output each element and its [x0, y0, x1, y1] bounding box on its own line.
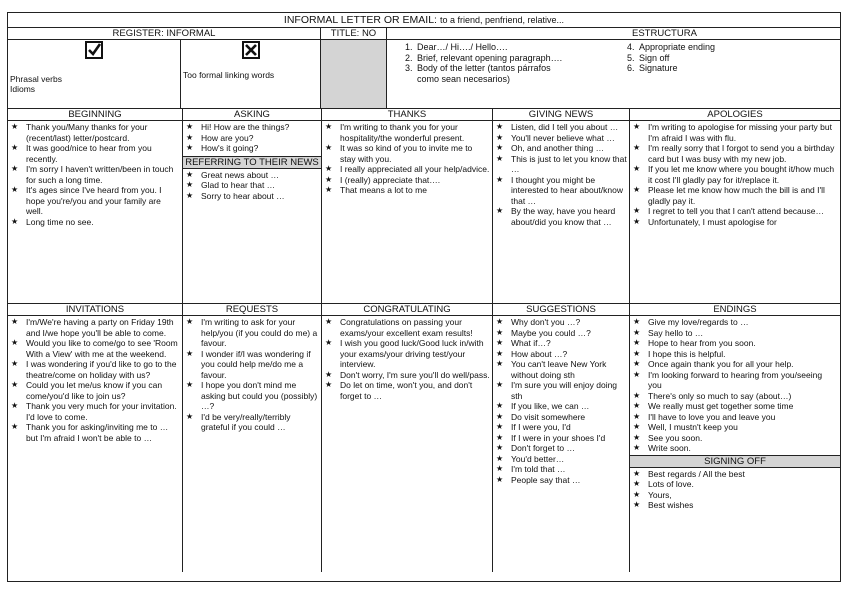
giving-news-column — [493, 109, 630, 303]
star-bullet-icon: ★ — [633, 317, 641, 326]
star-bullet-icon: ★ — [186, 122, 194, 131]
phrase-text: I hope you don't mind me asking but could you (possibly) …? — [201, 380, 318, 411]
apologies-list — [630, 121, 840, 227]
thanks-heading: THANKS — [322, 109, 492, 121]
phrase-text: I'm told that … — [511, 464, 566, 474]
star-bullet-icon: ★ — [496, 122, 504, 131]
phrase-item — [10, 338, 180, 359]
giving-news-list — [493, 121, 629, 227]
phrase-text: If you like, we can … — [511, 401, 590, 411]
star-bullet-icon: ★ — [496, 432, 504, 442]
phrase-item — [185, 412, 319, 433]
phrase-text: I'm/We're having a party on Friday 19th and I/we hope you'll be able to come. — [26, 317, 174, 338]
phrase-item — [185, 317, 319, 349]
phrase-item — [632, 206, 838, 217]
beginning-column — [8, 109, 183, 303]
star-bullet-icon: ★ — [186, 348, 194, 358]
star-bullet-icon: ★ — [633, 468, 641, 478]
invitations-list — [8, 316, 182, 443]
phrase-item — [632, 433, 838, 444]
beginning-heading: BEGINNING — [8, 109, 182, 121]
phrase-text: There's only so much to say (about…) — [648, 390, 792, 401]
phrase-text: How's it going? — [201, 143, 259, 153]
apologies-heading: APOLOGIES — [630, 109, 840, 121]
star-bullet-icon: ★ — [496, 317, 504, 326]
phrase-item — [10, 401, 180, 422]
star-bullet-icon: ★ — [496, 132, 504, 142]
star-bullet-icon: ★ — [633, 489, 641, 499]
phrase-text: How are you? — [201, 132, 254, 143]
phrase-item — [632, 500, 838, 511]
phrase-text: Best wishes — [648, 500, 694, 510]
phrase-text: Lots of love. — [648, 479, 694, 489]
phrase-item — [632, 349, 838, 360]
phrase-text: How about …? — [511, 348, 568, 359]
phrase-text: I'm really sorry that I forgot to send you a birthday card but I was busy with my new job. — [648, 143, 835, 164]
star-bullet-icon: ★ — [325, 174, 333, 184]
phrase-text: I'm sorry I haven't written/been in touch for such a long time. — [26, 164, 174, 185]
phrase-text: People say that … — [511, 474, 581, 485]
sheet-subtitle: to a friend, penfriend, relative... — [439, 15, 565, 25]
yes-note-2: Idioms — [10, 84, 36, 94]
star-bullet-icon: ★ — [496, 380, 504, 389]
register-heading: REGISTER: INFORMAL — [8, 28, 320, 40]
structure-cell — [387, 28, 840, 108]
section-a — [8, 109, 840, 304]
phrase-item — [495, 317, 627, 328]
asking-heading: ASKING — [183, 109, 321, 121]
star-bullet-icon: ★ — [496, 174, 504, 184]
phrase-text: I thought you might be interested to hear about/know that … — [511, 174, 623, 206]
phrase-text: I'm looking forward to hearing from you/seeing you — [648, 369, 823, 390]
star-bullet-icon: ★ — [11, 380, 19, 389]
phrase-text: Best regards / All the best — [648, 468, 745, 479]
phrase-item — [632, 370, 838, 391]
phrase-text: It's ages since I've heard from you. I hope you're/you and your family are well. — [26, 185, 162, 216]
star-bullet-icon: ★ — [325, 380, 333, 389]
requests-heading: REQUESTS — [183, 304, 321, 316]
phrase-text: Don't worry, I'm sure you'll do well/pass. — [340, 369, 490, 380]
phrase-item — [324, 122, 490, 143]
phrase-text: You'd better… — [511, 453, 565, 464]
thanks-list — [322, 121, 492, 196]
phrase-item — [495, 328, 627, 339]
phrase-text: Oh, and another thing … — [511, 143, 605, 153]
phrase-item — [185, 180, 319, 191]
signing-off-list — [630, 468, 840, 511]
star-bullet-icon: ★ — [186, 190, 194, 200]
star-bullet-icon: ★ — [496, 443, 504, 452]
phrase-text: By the way, have you heard about/did you know that … — [511, 206, 616, 227]
structure-list — [387, 40, 840, 84]
phrase-text: Write soon. — [648, 443, 691, 453]
phrase-text: Unfortunately, I must apologise for — [648, 216, 777, 227]
suggestions-heading: SUGGESTIONS — [493, 304, 629, 316]
phrase-item — [632, 469, 838, 480]
phrase-item — [10, 359, 180, 380]
phrase-item — [324, 380, 490, 401]
phrase-text: I'm sure you will enjoy doing sth — [511, 380, 618, 401]
giving-news-heading: GIVING NEWS — [493, 109, 629, 121]
phrase-item — [495, 359, 627, 380]
suggestions-list — [493, 316, 629, 485]
phrase-item — [324, 317, 490, 338]
star-bullet-icon: ★ — [325, 122, 333, 131]
star-bullet-icon: ★ — [496, 327, 504, 337]
signing-off-heading: SIGNING OFF — [630, 455, 840, 468]
phrase-text: Would you like to come/go to see 'Room With a View' with me at the weekend. — [26, 338, 178, 359]
phrase-text: I really appreciated all your help/advice. — [340, 164, 490, 174]
structure-item: 3. Body of the letter (tantos párrafos — [405, 63, 551, 73]
phrase-item — [185, 380, 319, 412]
star-bullet-icon: ★ — [325, 317, 333, 326]
requests-column — [183, 304, 322, 572]
phrase-item — [185, 133, 319, 144]
phrase-item — [10, 422, 180, 443]
star-bullet-icon: ★ — [186, 411, 194, 421]
referring-heading: REFERRING TO THEIR NEWS — [183, 156, 321, 169]
structure-item: 6. Signature — [627, 63, 678, 73]
phrase-text: If you let me know where you bought it/how much it cost I'll gladly pay for it/replace it. — [648, 164, 835, 185]
endings-heading: ENDINGS — [630, 304, 840, 316]
star-bullet-icon: ★ — [633, 122, 641, 131]
title-heading: TITLE: NO — [321, 28, 386, 40]
star-bullet-icon: ★ — [186, 132, 194, 142]
star-bullet-icon: ★ — [11, 317, 19, 326]
invitations-column — [8, 304, 183, 572]
star-bullet-icon: ★ — [633, 401, 641, 410]
phrase-text: I regret to tell you that I can't attend because… — [648, 206, 824, 216]
star-bullet-icon: ★ — [11, 122, 19, 131]
phrase-item — [495, 143, 627, 154]
congratulating-list — [322, 316, 492, 401]
phrase-item — [324, 338, 490, 370]
phrase-item — [495, 443, 627, 454]
star-bullet-icon: ★ — [11, 359, 19, 368]
requests-list — [183, 316, 321, 433]
phrase-item — [185, 191, 319, 202]
phrase-item — [632, 401, 838, 412]
phrase-text: Don't forget to … — [511, 443, 575, 453]
phrase-item — [495, 154, 627, 175]
structure-item: 2. Brief, relevant opening paragraph…. — [405, 52, 563, 63]
phrase-text: I wish you good luck/Good luck in/with your exams/your driving test/your interview. — [340, 338, 484, 369]
phrase-item — [185, 349, 319, 381]
phrase-item — [10, 164, 180, 185]
register-no-cell — [181, 40, 320, 108]
phrase-item — [495, 454, 627, 465]
star-bullet-icon: ★ — [11, 185, 19, 194]
phrase-text: Hi! How are the things? — [201, 122, 290, 132]
phrase-text: I'd be very/really/terribly grateful if you could … — [201, 411, 291, 432]
phrase-text: Thank you very much for your invitation. I'd love to come. — [26, 401, 177, 422]
star-bullet-icon: ★ — [496, 338, 504, 347]
structure-item: 1. Dear…/ Hi…./ Hello…. — [405, 42, 508, 52]
phrase-item — [632, 122, 838, 143]
phrase-item — [632, 143, 838, 164]
phrase-item — [324, 175, 490, 186]
section-b — [8, 304, 840, 572]
star-bullet-icon: ★ — [186, 180, 194, 189]
phrase-item — [632, 479, 838, 490]
phrase-text: It was good/nice to hear from you recently. — [26, 143, 152, 164]
title-cell — [321, 28, 387, 108]
phrase-text: Sorry to hear about … — [201, 190, 285, 201]
star-bullet-icon: ★ — [186, 317, 194, 326]
endings-list — [630, 316, 840, 454]
phrase-item — [324, 370, 490, 381]
phrase-text: Once again thank you for all your help. — [648, 359, 794, 369]
star-bullet-icon: ★ — [11, 216, 19, 226]
phrase-text: Maybe you could …? — [511, 327, 591, 338]
phrase-item — [324, 143, 490, 164]
phrase-item — [495, 175, 627, 207]
phrase-item — [185, 143, 319, 154]
phrase-text: Why don't you …? — [511, 317, 581, 327]
phrase-item — [632, 443, 838, 454]
phrase-text: I (really) appreciate that…. — [340, 174, 441, 185]
referring-list — [183, 169, 321, 202]
congratulating-column — [322, 304, 493, 572]
asking-column — [183, 109, 322, 303]
phrase-text: I'm writing to ask for your help/you (if you could do me) a favour. — [201, 317, 318, 348]
asking-list — [183, 121, 321, 154]
suggestions-column — [493, 304, 630, 572]
star-bullet-icon: ★ — [325, 185, 333, 194]
star-bullet-icon: ★ — [633, 432, 641, 442]
phrase-item — [632, 328, 838, 339]
phrase-text: I'm writing to apologise for missing your party but I'm afraid I was with flu. — [648, 122, 832, 143]
phrase-item — [495, 122, 627, 133]
phrase-text: I'm writing to thank you for your hospitality/the wonderful present. — [340, 122, 465, 143]
phrase-text: I'll have to love you and leave you — [648, 411, 776, 422]
phrase-item — [495, 133, 627, 144]
phrase-item — [495, 422, 627, 433]
phrase-item — [495, 464, 627, 475]
phrase-item — [495, 433, 627, 444]
star-bullet-icon: ★ — [633, 348, 641, 358]
phrase-text: Do visit somewhere — [511, 411, 586, 422]
star-bullet-icon: ★ — [633, 422, 641, 431]
invitations-heading: INVITATIONS — [8, 304, 182, 316]
sheet-header — [8, 13, 840, 28]
star-bullet-icon: ★ — [496, 411, 504, 421]
phrase-item — [10, 317, 180, 338]
phrase-text: I wonder if/I was wondering if you could help me/do me a favour. — [201, 348, 311, 380]
star-bullet-icon: ★ — [325, 164, 333, 173]
star-bullet-icon: ★ — [633, 390, 641, 400]
star-bullet-icon: ★ — [496, 453, 504, 463]
phrase-item — [495, 412, 627, 423]
phrase-item — [185, 170, 319, 181]
sheet-title: INFORMAL LETTER OR EMAIL: — [283, 14, 437, 26]
star-bullet-icon: ★ — [11, 143, 19, 152]
structure-heading: ESTRUCTURA — [387, 28, 840, 40]
structure-item: 4. Appropriate ending — [627, 42, 716, 52]
star-bullet-icon: ★ — [186, 380, 194, 389]
star-bullet-icon: ★ — [496, 422, 504, 431]
star-bullet-icon: ★ — [633, 443, 641, 452]
phrase-text: If I were in your shoes I'd — [511, 432, 606, 443]
phrase-text: Give my love/regards to … — [648, 317, 749, 327]
phrase-text: What if…? — [511, 338, 551, 348]
phrase-item — [10, 380, 180, 401]
star-bullet-icon: ★ — [186, 143, 194, 152]
phrase-text: I was wondering if you'd like to go to the theatre/come on holiday with us? — [26, 359, 177, 380]
phrase-item — [632, 422, 838, 433]
phrase-item — [632, 185, 838, 206]
star-bullet-icon: ★ — [633, 206, 641, 215]
star-bullet-icon: ★ — [633, 338, 641, 347]
phrase-item — [632, 490, 838, 501]
phrase-text: You can't leave New York without doing sth — [511, 359, 607, 380]
star-bullet-icon: ★ — [633, 479, 641, 488]
star-bullet-icon: ★ — [496, 464, 504, 473]
phrase-text: Yours, — [648, 489, 672, 500]
phrase-text: Do let on time, won't you, and don't forget to … — [340, 380, 473, 401]
beginning-list — [8, 121, 182, 227]
yes-note-1: Phrasal verbs — [10, 74, 62, 84]
star-bullet-icon: ★ — [633, 411, 641, 421]
star-bullet-icon: ★ — [186, 169, 194, 179]
star-bullet-icon: ★ — [496, 474, 504, 484]
star-bullet-icon: ★ — [11, 401, 19, 410]
star-bullet-icon: ★ — [633, 359, 641, 368]
star-bullet-icon: ★ — [633, 216, 641, 226]
phrase-text: That means a lot to me — [340, 185, 427, 195]
phrase-item — [495, 380, 627, 401]
star-bullet-icon: ★ — [496, 401, 504, 410]
star-bullet-icon: ★ — [633, 369, 641, 379]
star-bullet-icon: ★ — [325, 338, 333, 347]
top-row — [8, 28, 840, 109]
phrase-item — [632, 359, 838, 370]
star-bullet-icon: ★ — [496, 153, 504, 163]
phrase-text: Could you let me/us know if you can come/you'd like to join us? — [26, 380, 163, 401]
phrase-text: See you soon. — [648, 432, 703, 443]
phrase-item — [632, 317, 838, 328]
phrase-item — [324, 164, 490, 175]
phrase-text: We really must get together some time — [648, 401, 794, 411]
star-bullet-icon: ★ — [496, 143, 504, 152]
star-bullet-icon: ★ — [496, 348, 504, 358]
phrase-item — [495, 401, 627, 412]
phrase-text: Please let me know how much the bill is and I'll gladly pay it. — [648, 185, 825, 206]
phrase-text: Thank you/Many thanks for your (recent/last) letter/postcard. — [26, 122, 148, 143]
phrase-text: Glad to hear that … — [201, 180, 276, 190]
structure-item: 5. Sign off — [627, 52, 670, 63]
phrase-item — [495, 206, 627, 227]
phrase-item — [10, 217, 180, 228]
register-cell — [8, 28, 321, 108]
phrase-item — [495, 349, 627, 360]
phrase-text: Thank you for asking/inviting me to … but I'm afraid I won't be able to … — [26, 422, 169, 443]
star-bullet-icon: ★ — [633, 143, 641, 152]
phrase-text: Listen, did I tell you about … — [511, 122, 619, 132]
phrase-item — [632, 391, 838, 402]
phrase-item — [632, 164, 838, 185]
phrase-text: Well, I mustn't keep you — [648, 422, 738, 432]
endings-column — [630, 304, 840, 572]
star-bullet-icon: ★ — [325, 143, 333, 152]
phrase-text: I hope this is helpful. — [648, 348, 726, 359]
phrase-text: Hope to hear from you soon. — [648, 338, 756, 348]
thanks-column — [322, 109, 493, 303]
phrase-text: This is just to let you know that … — [511, 153, 627, 174]
phrase-item — [632, 338, 838, 349]
register-yes-cell — [8, 40, 181, 108]
phrase-item — [10, 143, 180, 164]
phrase-item — [324, 185, 490, 196]
phrase-item — [495, 475, 627, 486]
star-bullet-icon: ★ — [633, 164, 641, 173]
star-bullet-icon: ★ — [633, 185, 641, 194]
phrase-item — [185, 122, 319, 133]
phrase-text: Great news about … — [201, 169, 279, 180]
phrase-text: Say hello to … — [648, 327, 704, 338]
checked-box-icon — [8, 41, 180, 64]
star-bullet-icon: ★ — [11, 338, 19, 347]
star-bullet-icon: ★ — [325, 369, 333, 379]
informal-letter-sheet — [7, 12, 841, 582]
crossed-box-icon — [181, 41, 320, 64]
congratulating-heading: CONGRATULATING — [322, 304, 492, 316]
star-bullet-icon: ★ — [496, 359, 504, 368]
structure-item: como sean necesarios) — [417, 73, 511, 84]
apologies-column — [630, 109, 840, 303]
star-bullet-icon: ★ — [633, 500, 641, 509]
phrase-item — [632, 412, 838, 423]
phrase-text: If I were you, I'd — [511, 422, 571, 432]
phrase-text: Long time no see. — [26, 216, 94, 227]
star-bullet-icon: ★ — [496, 206, 504, 215]
star-bullet-icon: ★ — [11, 422, 19, 431]
phrase-item — [10, 185, 180, 217]
phrase-item — [495, 338, 627, 349]
phrase-text: Congratulations on passing your exams/your excellent exam results! — [340, 317, 473, 338]
star-bullet-icon: ★ — [11, 164, 19, 173]
no-note-1: Too formal linking words — [183, 70, 275, 80]
phrase-item — [10, 122, 180, 143]
phrase-item — [632, 217, 838, 228]
phrase-text: It was so kind of you to invite me to stay with you. — [340, 143, 473, 164]
phrase-text: You'll never believe what … — [511, 132, 615, 143]
star-bullet-icon: ★ — [633, 327, 641, 337]
